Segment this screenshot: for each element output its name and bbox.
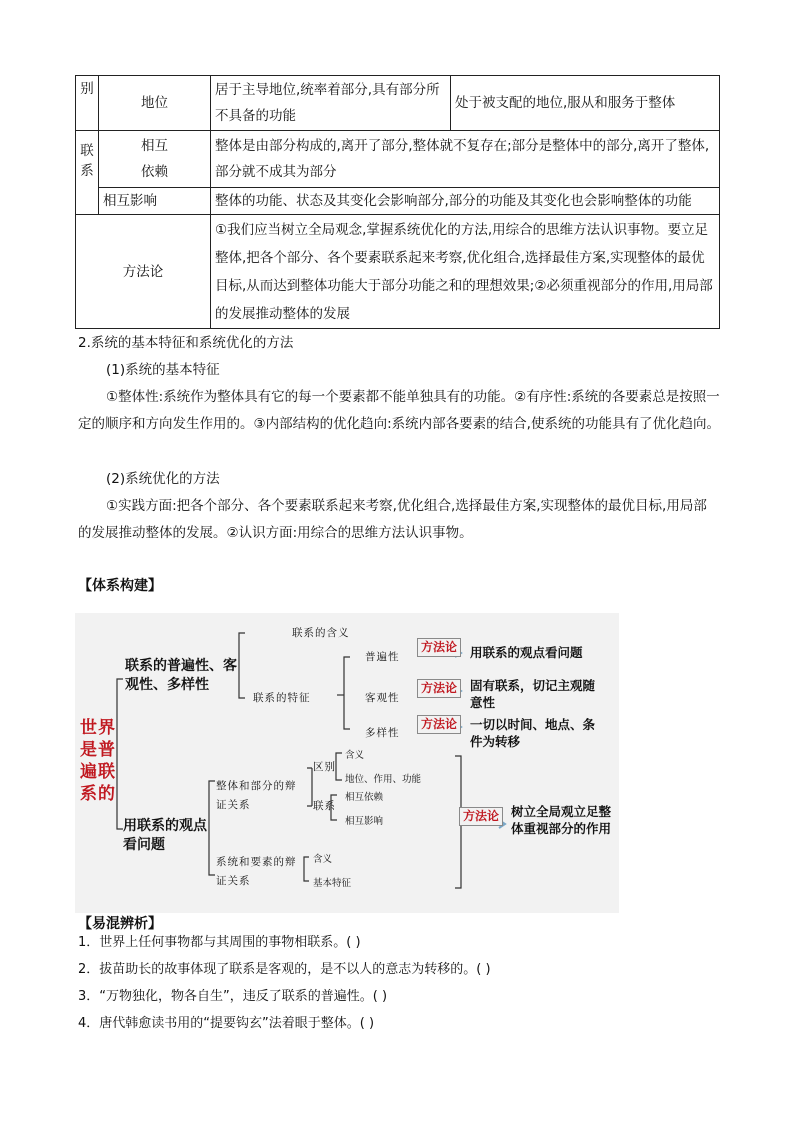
paragraph-1: ①整体性:系统作为整体具有它的每一个要素都不能单独具有的功能。②有序性:系统的各要素总是按照一定的顺序和方向发生作用的。③内部结构的优化趋向:系统内部各要素的结合,使系统的功能具有了优化趋向。	[78, 389, 720, 432]
subheading-1: (1)系统的基本特征	[106, 362, 220, 378]
cell-method-content: ①我们应当树立全局观念,掌握系统优化的方法,用综合的思维方法认识事物。要立足整体,把各个部分、各个要素联系起来考察,优化组合,选择最佳方案,实现整体的最优目标,从而达到整体功能大于部分功能之和的理想效果;②必须重视部分的作用,用局部的发展推动整体的发展	[211, 215, 720, 329]
cell-method-label: 方法论	[76, 215, 211, 329]
diagram-system: 系统和要素的辩证关系	[216, 856, 297, 887]
diagram-sys-1: 含义	[313, 854, 333, 865]
diagram-link-1: 相互依赖	[345, 792, 384, 803]
cell-influence-content: 整体的功能、状态及其变化会影响部分,部分的功能及其变化也会影响整体的功能	[211, 188, 720, 215]
diagram-meaning: 联系的含义	[292, 627, 350, 639]
paragraph-2: ①实践方面:把各个部分、各个要素联系起来考察,优化组合,选择最佳方案,实现整体的最优目标,用局部的发展推动整体的发展。②认识方面:用综合的思维方法认识事物。	[78, 498, 707, 541]
method-text-4: 树立全局观立足整体重视部分的作用	[511, 804, 612, 836]
cell-left-1: 别	[76, 76, 99, 131]
cell-position-label: 地位	[99, 76, 211, 131]
method-label-3: 方法论	[417, 715, 461, 734]
diagram-diff-1: 含义	[345, 750, 365, 761]
diagram-link: 联系	[313, 800, 336, 812]
diagram-universal: 普遍性	[365, 651, 400, 663]
cell-influence-label: 相互影响	[99, 188, 211, 215]
question-2: 2．拔苗助长的故事体现了联系是客观的，是不以人的意志为转移的。( )	[78, 962, 491, 977]
diagram-features: 联系的特征	[253, 692, 311, 704]
method-text-1: 用联系的观点看问题	[470, 645, 583, 660]
diagram-branch2: 用联系的观点看问题	[123, 818, 207, 853]
depend-label-1: 相互	[141, 138, 168, 154]
cell-whole-position: 居于主导地位,统率着部分,具有部分所不具备的功能	[211, 76, 451, 131]
concept-diagram	[75, 613, 619, 913]
diagram-branch1: 联系的普遍性、客观性、多样性	[125, 658, 237, 693]
section-title-confusion: 【易混辨析】	[78, 916, 162, 932]
diagram-root: 世界是普遍联系的	[80, 718, 116, 804]
heading-2: 2.系统的基本特征和系统优化的方法	[78, 335, 294, 351]
diagram-whole-part: 整体和部分的辩证关系	[216, 780, 297, 811]
method-label-1: 方法论	[417, 638, 461, 657]
question-4: 4．唐代韩愈读书用的“提要钩玄”法着眼于整体。( )	[78, 1016, 375, 1031]
method-text-2: 固有联系，切记主观随意性	[470, 678, 596, 710]
cell-part-position: 处于被支配的地位,服从和服务于整体	[451, 76, 720, 131]
method-text-3: 一切以时间、地点、条件为转移	[470, 717, 596, 749]
method-label-4: 方法论	[459, 807, 503, 826]
subheading-2: (2)系统优化的方法	[106, 471, 220, 487]
question-3: 3．“万物独化，物各自生”，违反了联系的普遍性。( )	[78, 989, 388, 1004]
diagram-diverse: 多样性	[365, 727, 400, 739]
cell-depend-label	[99, 131, 211, 188]
cell-link	[76, 131, 99, 215]
diagram-objective: 客观性	[365, 692, 400, 704]
diagram-diff-2: 地位、作用、功能	[345, 774, 422, 785]
comparison-table	[75, 75, 720, 329]
cell-depend-content: 整体是由部分构成的,离开了部分,整体就不复存在;部分是整体中的部分,离开了整体,部分就不成其为部分	[211, 131, 720, 188]
diagram-sys-2: 基本特征	[313, 878, 352, 889]
method-label-2: 方法论	[417, 679, 461, 698]
cell-link-text: 联系	[80, 143, 94, 179]
question-1: 1．世界上任何事物都与其周围的事物相联系。( )	[78, 935, 361, 950]
section-title-system: 【体系构建】	[78, 578, 162, 594]
diagram-link-2: 相互影响	[345, 816, 384, 827]
diagram-diff: 区别	[313, 761, 336, 773]
depend-label-2: 依赖	[141, 164, 168, 180]
